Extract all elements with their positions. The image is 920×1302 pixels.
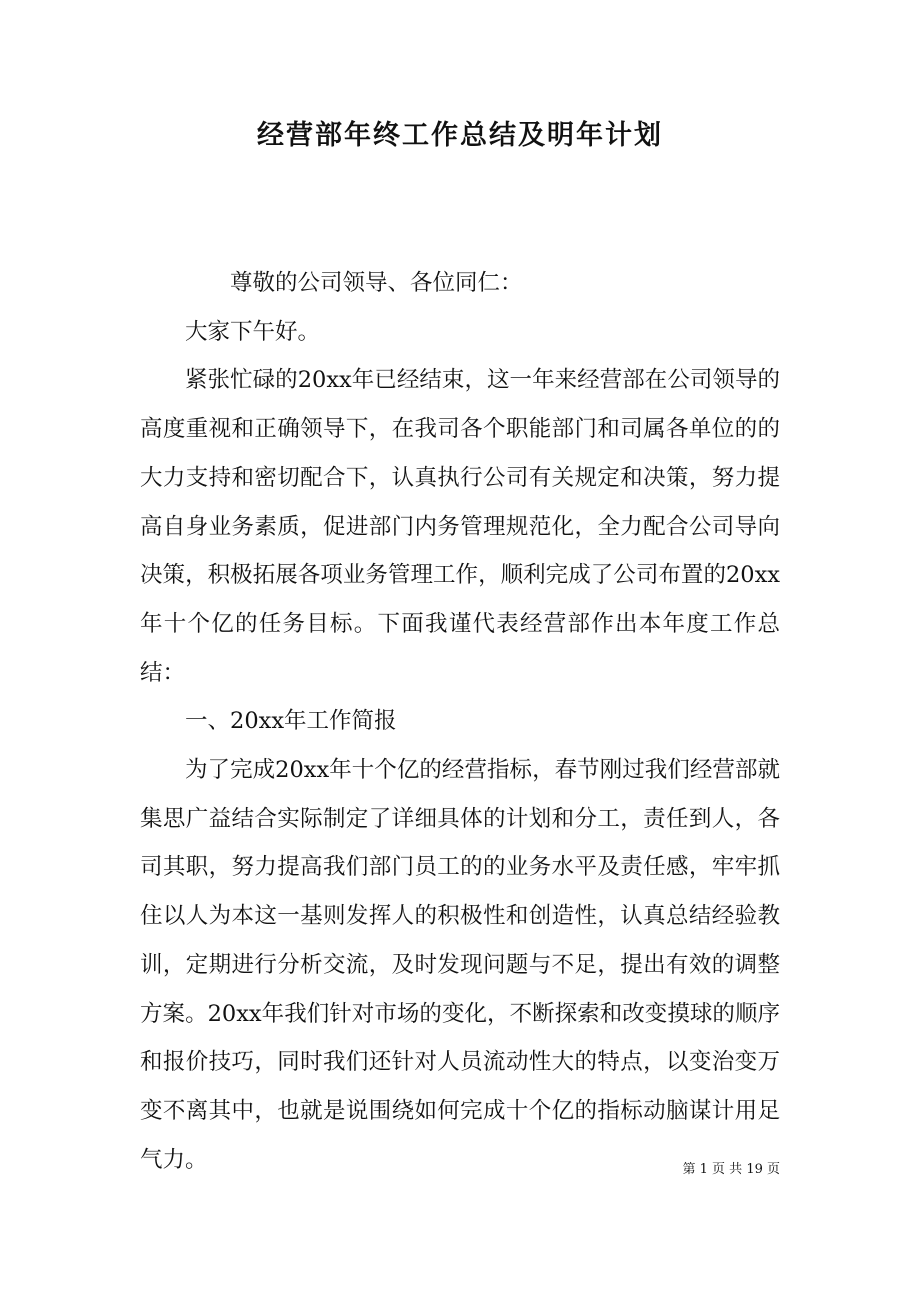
page-number-footer: 第 1 页 共 19 页 [682, 1162, 780, 1177]
section-heading: 一、20xx年工作简报 [185, 708, 397, 735]
greeting-line: 大家下午好。 [185, 318, 321, 345]
salutation-line: 尊敬的公司领导、各位同仁： [230, 270, 523, 296]
document-body [140, 259, 780, 1184]
document-title: 经营部年终工作总结及明年计划 [257, 120, 663, 151]
section1-paragraph: 为了完成20xx年十个亿的经营指标，春节刚过我们经营部就集思广益结合实际制定了详细具体的计划和分工，责任到人，各司其职，努力提高我们部门员工的的业务水平及责任感，牢牢抓住以人为本这一基则发挥人的积极性和创造性，认真总结经验教训，定期进行分析交流，及时发现问题与不足，提出有效的调整方案。20xx年我们针对市场的变化，不断探索和改变摸球的顺序和报价技巧，同时我们还针对人员流动性大的特点，以变治变万变不离其中，也就是说围绕如何完成十个亿的指标动脑谋计用足气力。 [140, 757, 780, 1173]
intro-paragraph: 紧张忙碌的20xx年已经结束，这一年来经营部在公司领导的高度重视和正确领导下，在我司各个职能部门和司属各单位的的大力支持和密切配合下，认真执行公司有关规定和决策，努力提高自身业务素质，促进部门内务管理规范化，全力配合公司导向决策，积极拓展各项业务管理工作，顺利完成了公司布置的20xx年十个亿的任务目标。下面我谨代表经营部作出本年度工作总结： [140, 367, 780, 686]
